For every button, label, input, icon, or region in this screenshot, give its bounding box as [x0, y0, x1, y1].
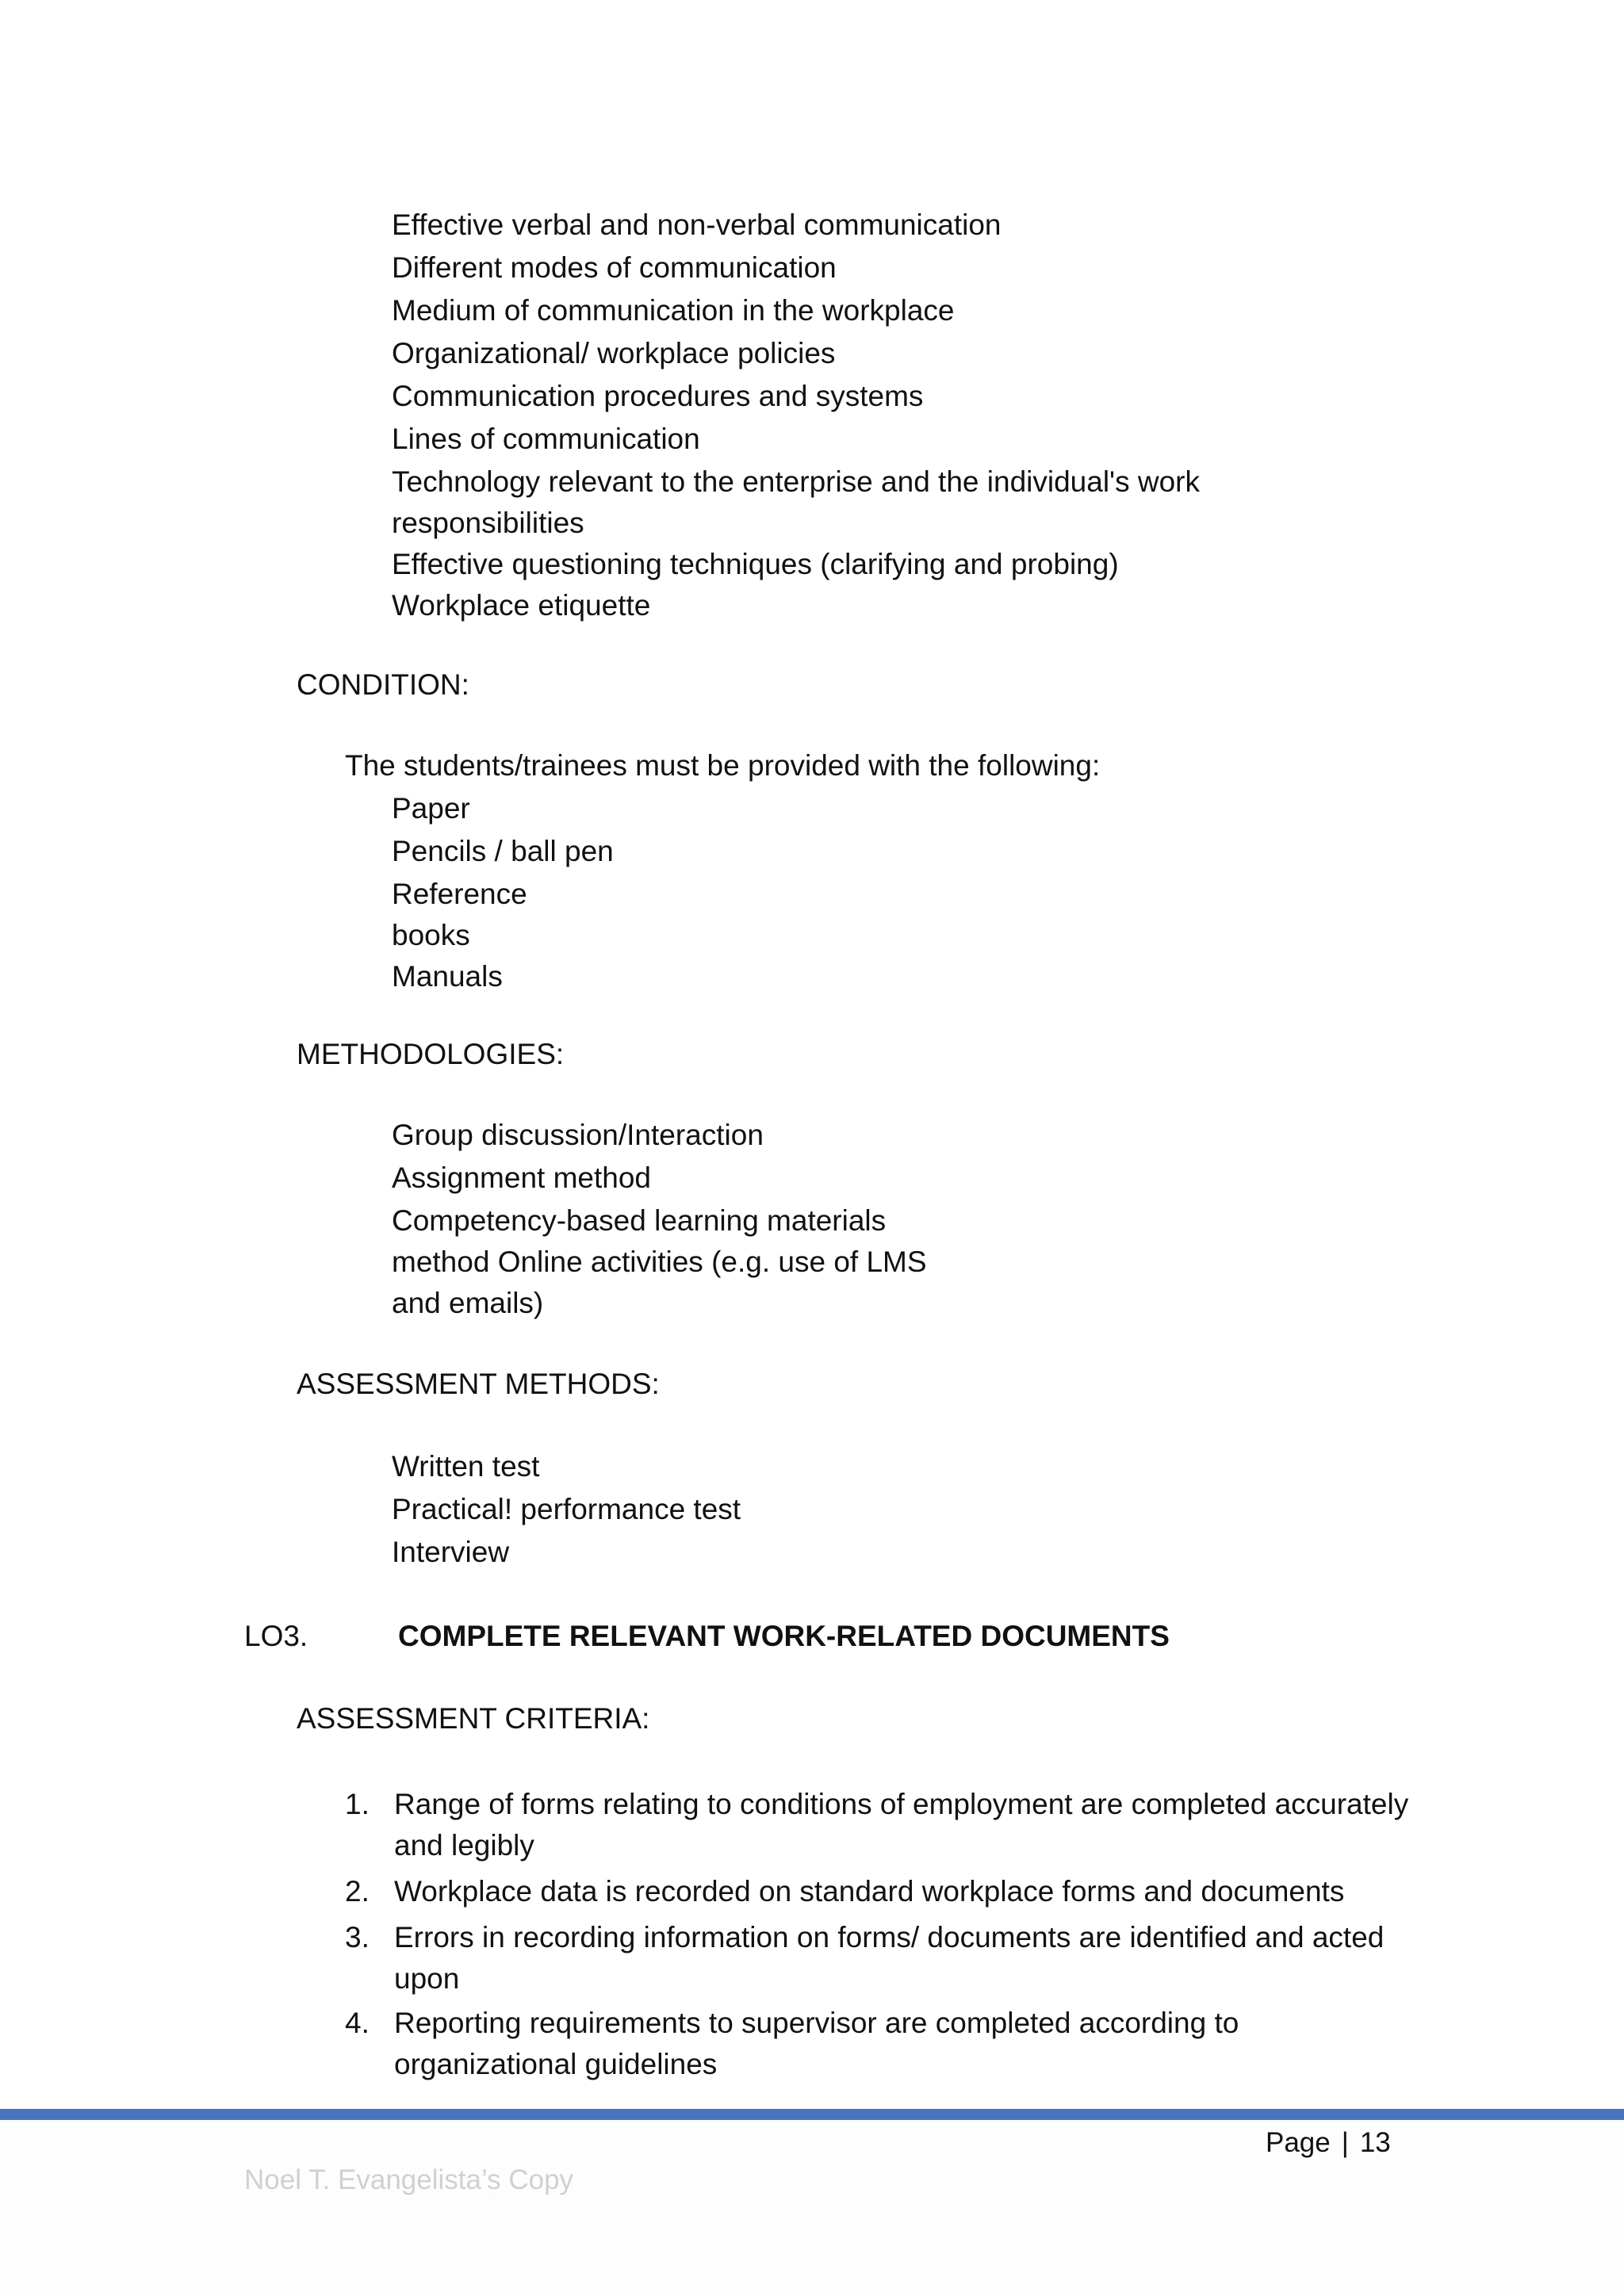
- methodology-item: Assignment method: [392, 1161, 652, 1194]
- knowledge-item: Effective questioning techniques (clarifying and probing): [392, 548, 1119, 580]
- page-number: [1266, 2123, 1391, 2163]
- condition-item: books: [392, 919, 470, 951]
- knowledge-item: Technology relevant to the enterprise and the individual's work: [392, 465, 1200, 498]
- assessment-method-item: Interview: [392, 1536, 510, 1568]
- criteria-item: [345, 2003, 1306, 2085]
- knowledge-item: Workplace etiquette: [392, 589, 651, 622]
- condition-item: Reference: [392, 878, 527, 910]
- lo3-title: COMPLETE RELEVANT WORK-RELATED DOCUMENTS: [398, 1620, 1170, 1652]
- knowledge-item: Different modes of communication: [392, 251, 837, 284]
- page-number-value: 13: [1359, 2127, 1391, 2158]
- condition-item: Pencils / ball pen: [392, 835, 614, 867]
- methodology-item: method Online activities (e.g. use of LMS: [392, 1246, 927, 1278]
- assessment-method-item: Written test: [392, 1450, 540, 1483]
- methodology-item: Competency-based learning materials: [392, 1204, 887, 1237]
- methodology-item: and emails): [392, 1287, 544, 1319]
- copy-watermark: Noel T. Evangelista’s Copy: [244, 2164, 574, 2195]
- page-separator: |: [1341, 2127, 1349, 2158]
- footer-divider: [0, 2109, 1624, 2120]
- assessment-criteria-heading: ASSESSMENT CRITERIA:: [297, 1702, 650, 1735]
- knowledge-item: Communication procedures and systems: [392, 380, 924, 412]
- criteria-number: 4.: [345, 2007, 370, 2039]
- criteria-text: Errors in recording information on forms/ documents are identified and acted upon: [394, 1921, 1385, 1995]
- condition-item: Manuals: [392, 960, 503, 993]
- methodologies-heading: METHODOLOGIES:: [297, 1038, 565, 1070]
- lo3-number: LO3.: [244, 1620, 308, 1652]
- knowledge-item: Medium of communication in the workplace: [392, 294, 955, 327]
- criteria-number: 2.: [345, 1875, 370, 1908]
- criteria-text: Reporting requirements to supervisor are completed according to organizational guidelines: [394, 2007, 1239, 2080]
- criteria-number: 1.: [345, 1788, 370, 1820]
- criteria-item: [345, 1871, 1425, 1912]
- criteria-text: Range of forms relating to conditions of employment are completed accurately and legibly: [394, 1788, 1409, 1862]
- condition-item: Paper: [392, 792, 470, 825]
- knowledge-item: Organizational/ workplace policies: [392, 337, 836, 369]
- assessment-method-item: Practical! performance test: [392, 1493, 741, 1525]
- assessment-methods-heading: ASSESSMENT METHODS:: [297, 1368, 660, 1400]
- criteria-item: [345, 1917, 1409, 1999]
- criteria-item: [345, 1784, 1425, 1866]
- criteria-text: Workplace data is recorded on standard workplace forms and documents: [394, 1875, 1345, 1908]
- methodology-item: Group discussion/Interaction: [392, 1119, 764, 1151]
- condition-intro: The students/trainees must be provided with the following:: [345, 749, 1101, 782]
- criteria-number: 3.: [345, 1921, 370, 1954]
- page-label: Page: [1266, 2127, 1331, 2158]
- condition-heading: CONDITION:: [297, 668, 469, 701]
- knowledge-item: Lines of communication: [392, 423, 700, 455]
- knowledge-item: Effective verbal and non-verbal communication: [392, 209, 1002, 241]
- knowledge-item: responsibilities: [392, 507, 584, 539]
